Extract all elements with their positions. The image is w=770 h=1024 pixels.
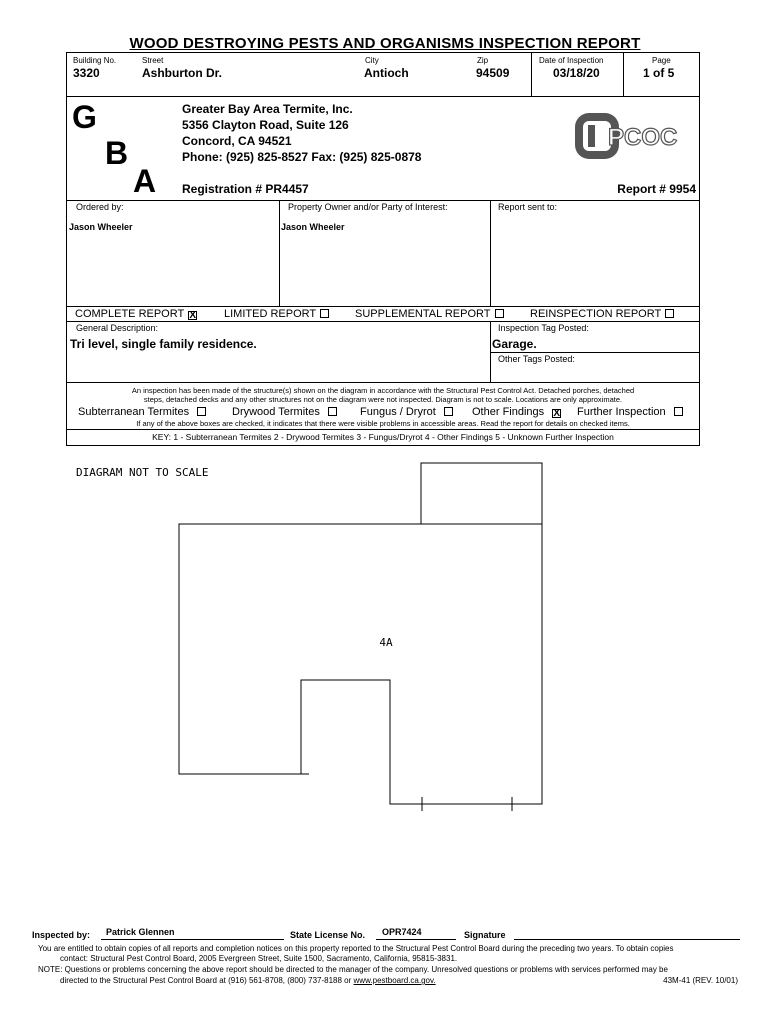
registration-number: Registration # PR4457 (182, 182, 309, 196)
inspected-by-label: Inspected by: (32, 930, 91, 940)
license-label: State License No. (290, 930, 366, 940)
finding-further-label: Further Inspection (577, 406, 666, 418)
ordered-by-label: Ordered by: (76, 202, 124, 212)
pcoc-badge-text: PCOC (608, 124, 678, 151)
page-label: Page (652, 56, 671, 65)
street-label: Street (142, 56, 164, 65)
other-tags-label: Other Tags Posted: (498, 354, 575, 364)
company-name: Greater Bay Area Termite, Inc. (182, 102, 353, 116)
other-findings-checkbox[interactable]: X (553, 408, 560, 419)
inspection-tag: Garage. (492, 337, 537, 351)
footer-line3: NOTE: Questions or problems concerning the above report should be directed to the manager of the company. Unresolved questions or problems with services performed may be (38, 965, 668, 974)
city-label: City (365, 56, 379, 65)
report-title: WOOD DESTROYING PESTS AND ORGANISMS INSPECTION REPORT (129, 35, 641, 52)
report-number: Report # 9954 (617, 182, 696, 196)
date-label: Date of Inspection (539, 56, 604, 65)
city: Antioch (364, 66, 409, 80)
footer-line2: contact: Structural Pest Control Board, 2005 Evergreen Street, Suite 1500, Sacramento, California, 95815-3831. (60, 954, 458, 963)
license-number: OPR7424 (382, 927, 422, 937)
inspection-tag-label: Inspection Tag Posted: (498, 323, 589, 333)
report-type-supplemental-label: SUPPLEMENTAL REPORT (355, 308, 491, 320)
form-number: 43M-41 (REV. 10/01) (663, 976, 738, 985)
pestboard-link[interactable]: www.pestboard.ca.gov. (353, 976, 436, 985)
page-number: 1 of 5 (643, 66, 675, 80)
footer-line4-wrap (60, 976, 436, 986)
key-line: KEY: 1 - Subterranean Termites 2 - Drywood Termites 3 - Fungus/Dryrot 4 - Other Findings 5 - Unknown Further Inspection (152, 432, 614, 442)
report-sent-label: Report sent to: (498, 202, 558, 212)
general-description: Tri level, single family residence. (70, 337, 257, 351)
logo-letter-a: A (133, 163, 157, 199)
finding-drywood-label: Drywood Termites (232, 406, 320, 418)
notice-line2: steps, detached decks and any other structures not on the diagram were not inspected. Diagram is not to scale. Locations are only approximate. (143, 395, 623, 404)
findings-note: If any of the above boxes are checked, it indicates that there were visible problems in accessible areas. Read the report for details on checked items. (136, 419, 630, 428)
building-no: 3320 (73, 66, 100, 80)
owner-label: Property Owner and/or Party of Interest: (288, 202, 448, 212)
finding-subterranean-label: Subterranean Termites (78, 406, 190, 418)
report-type-complete-label: COMPLETE REPORT (75, 308, 185, 320)
zip: 94509 (476, 66, 510, 80)
company-address1: 5356 Clayton Road, Suite 126 (182, 118, 349, 132)
property-owner: Jason Wheeler (281, 222, 345, 232)
finding-fungus-label: Fungus / Dryrot (360, 406, 436, 418)
notice-line1: An inspection has been made of the structure(s) shown on the diagram in accordance with the Structural Pest Control Act. Detached porches, detached (131, 386, 635, 395)
inspection-date: 03/18/20 (553, 66, 600, 80)
zip-label: Zip (477, 56, 489, 65)
signature-label: Signature (464, 930, 506, 940)
inspector-name: Patrick Glennen (106, 927, 175, 937)
complete-report-checkbox[interactable]: X (189, 310, 197, 321)
footer-line1: You are entitled to obtain copies of all reports and completion notices on this property reported to the Structural Pest Control Board during the preceding two years. To obtain copies (38, 944, 674, 953)
logo-letter-g: G (72, 99, 97, 135)
street: Ashburton Dr. (142, 66, 222, 80)
diagram-marker: 4A (379, 636, 393, 649)
building-no-label: Building No. (73, 56, 117, 65)
footer-line4: directed to the Structural Pest Control Board at (916) 561-8708, (800) 737-8188 or (60, 976, 352, 985)
general-description-label: General Description: (76, 323, 159, 333)
company-address2: Concord, CA 94521 (182, 134, 292, 148)
report-type-reinspection-label: REINSPECTION REPORT (530, 308, 662, 320)
diagram-label: DIAGRAM NOT TO SCALE (76, 466, 209, 479)
ordered-by: Jason Wheeler (69, 222, 133, 232)
signature-field[interactable] (514, 939, 740, 940)
company-phone: Phone: (925) 825-8527 Fax: (925) 825-0878 (182, 150, 422, 164)
report-type-limited-label: LIMITED REPORT (224, 308, 317, 320)
finding-other-label: Other Findings (472, 406, 545, 418)
logo-letter-b: B (105, 135, 129, 171)
